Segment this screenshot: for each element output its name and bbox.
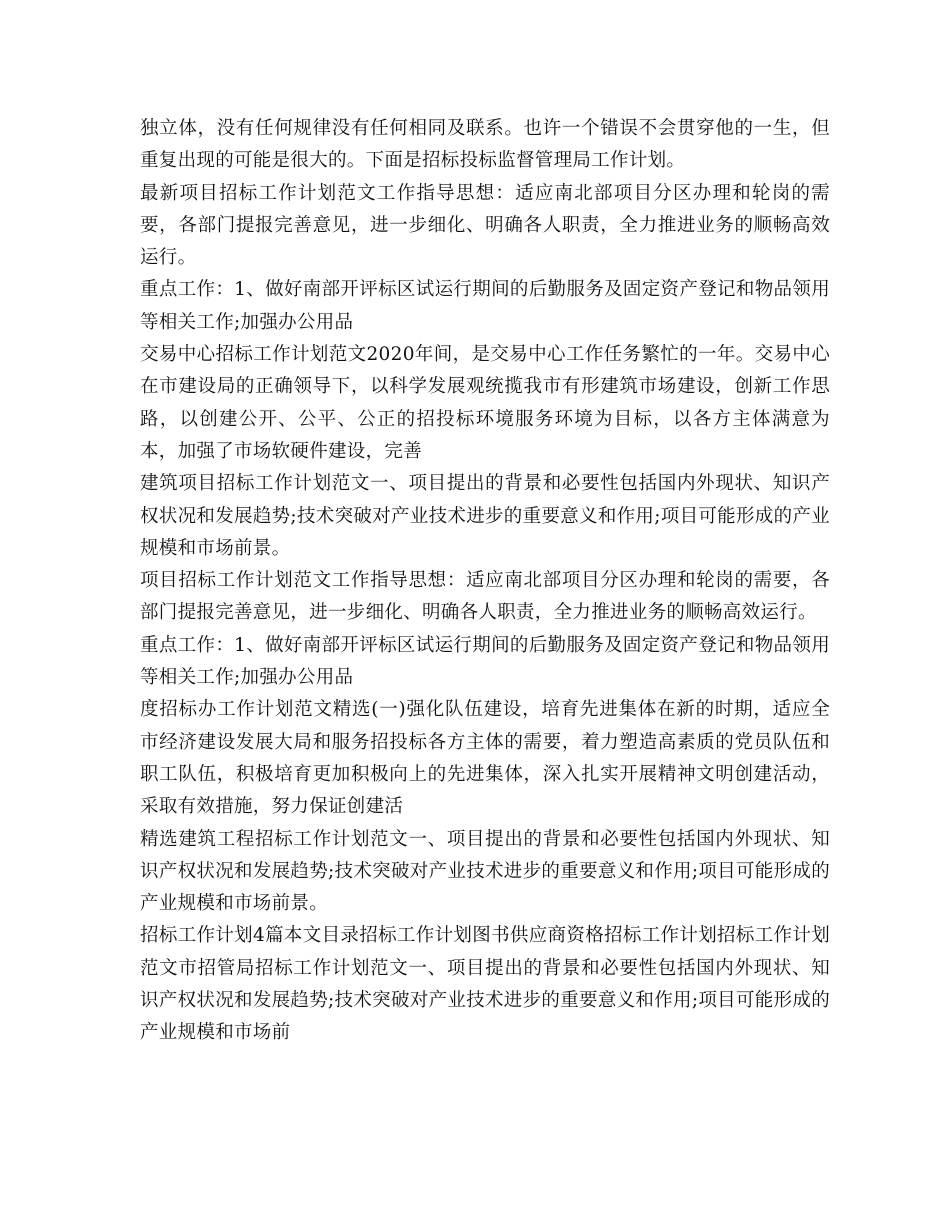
paragraph-team-building: 度招标办工作计划范文精选(一)强化队伍建设，培育先进集体在新的时期，适应全市经济建设发展大局和服务招投标各方主体的需要，着力塑造高素质的党员队伍和职工队伍，积极培育更加积极向上的先进集体，深入扎实开展精神文明创建活动，采取有效措施，努力保证创建活 xyxy=(140,699,830,818)
paragraph-selected-construction: 精选建筑工程招标工作计划范文一、项目提出的背景和必要性包括国内外现状、知识产权状况和发展趋势;技术突破对产业技术进步的重要意义和作用;项目可能形成的产业规模和市场前景。 xyxy=(140,828,830,915)
paragraph-key-work: 重点工作：1、做好南部开评标区试运行期间的后勤服务及固定资产登记和物品领用等相关工作;加强办公用品 xyxy=(140,279,830,333)
paragraph-intro: 独立体，没有任何规律没有任何相同及联系。也许一个错误不会贯穿他的一生，但重复出现的可能是很大的。下面是招标投标监督管理局工作计划。 xyxy=(140,118,830,172)
paragraph-trading-center: 交易中心招标工作计划范文2020年间，是交易中心工作任务繁忙的一年。交易中心在市建设局的正确领导下，以科学发展观统揽我市有形建筑市场建设，创新工作思路，以创建公开、公平、公正的招投标环境服务环境为目标，以各方主体满意为本，加强了市场软硬件建设，完善 xyxy=(140,344,830,462)
paragraph-key-work-repeat: 重点工作：1、做好南部开评标区试运行期间的后勤服务及固定资产登记和物品领用等相关工作;加强办公用品 xyxy=(140,634,830,689)
paragraph-construction-project: 建筑项目招标工作计划范文一、项目提出的背景和必要性包括国内外现状、知识产权状况和发展趋势;技术突破对产业技术进步的重要意义和作用;项目可能形成的产业规模和市场前景。 xyxy=(140,473,830,559)
document-body xyxy=(140,113,830,1050)
paragraph-four-plans: 招标工作计划4篇本文目录招标工作计划图书供应商资格招标工作计划招标工作计划范文市招管局招标工作计划范文一、项目提出的背景和必要性包括国内外现状、知识产权状况和发展趋势;技术突破对产业技术进步的重要意义和作用;项目可能形成的产业规模和市场前 xyxy=(140,925,830,1044)
paragraph-project-guiding-thought: 项目招标工作计划范文工作指导思想：适应南北部项目分区办理和轮岗的需要，各部门提报完善意见，进一步细化、明确各人职责，全力推进业务的顺畅高效运行。 xyxy=(140,570,830,624)
paragraph-guiding-thought: 最新项目招标工作计划范文工作指导思想：适应南北部项目分区办理和轮岗的需要，各部门提报完善意见，进一步细化、明确各人职责，全力推进业务的顺畅高效运行。 xyxy=(140,182,830,269)
